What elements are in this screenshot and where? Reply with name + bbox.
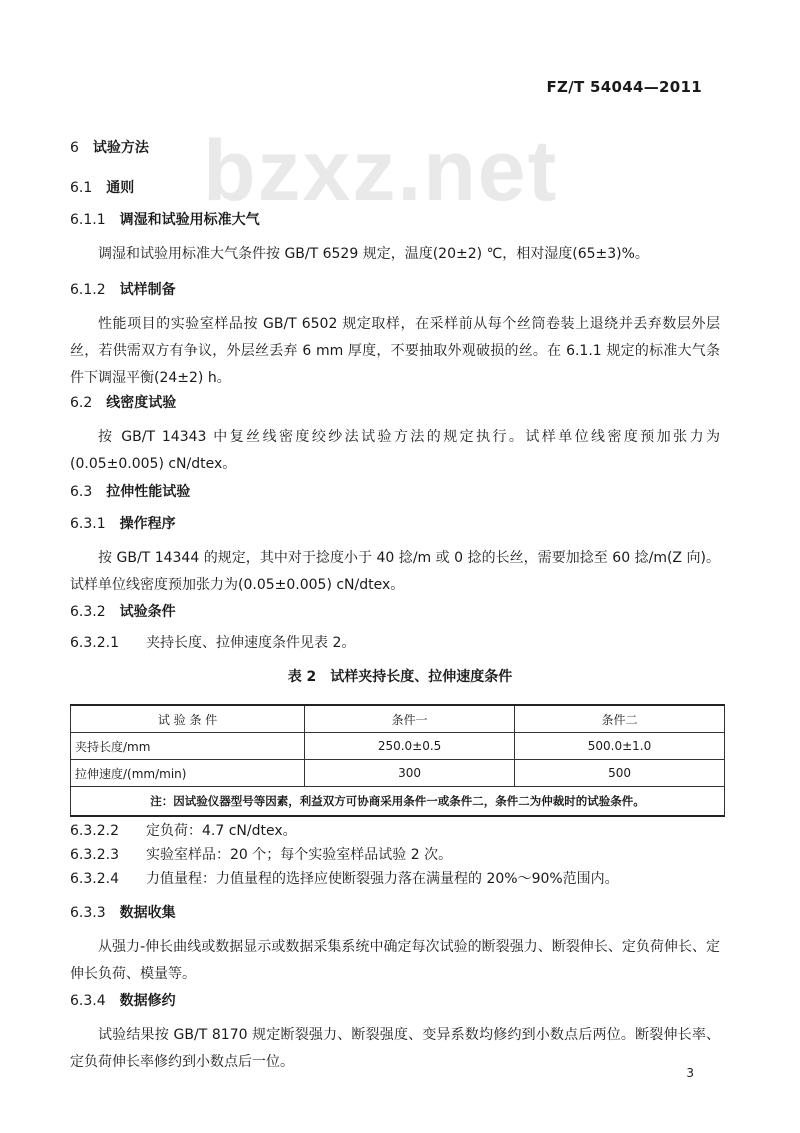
item-6-3-2-1 bbox=[70, 633, 355, 653]
conditions-table bbox=[70, 704, 725, 817]
section-number: 6.3.1 bbox=[70, 516, 106, 532]
table-header: 试 验 条 件 bbox=[71, 705, 305, 733]
table-cell: 500 bbox=[515, 760, 725, 787]
standard-code: FZ/T 54044—2011 bbox=[546, 78, 702, 96]
table-cell: 300 bbox=[305, 760, 515, 787]
paragraph-6-2: 按 GB/T 14343 中复丝线密度绞纱法试验方法的规定执行。试样单位线密度预加张力为(0.05±0.005) cN/dtex。 bbox=[70, 429, 720, 472]
table-cell: 夹持长度/mm bbox=[71, 733, 305, 760]
table-row bbox=[71, 733, 725, 760]
section-number: 6.3.3 bbox=[70, 905, 106, 921]
section-title: 数据修约 bbox=[119, 993, 176, 1009]
item-6-3-2-2 bbox=[70, 821, 297, 841]
section-number: 6.2 bbox=[70, 395, 93, 411]
heading-6-1-2 bbox=[70, 280, 176, 300]
section-number: 6.1 bbox=[70, 180, 93, 196]
table-cell: 500.0±1.0 bbox=[515, 733, 725, 760]
section-number: 6.3.4 bbox=[70, 993, 106, 1009]
heading-6-1 bbox=[70, 178, 134, 198]
section-number: 6 bbox=[70, 140, 79, 156]
section-title: 通则 bbox=[106, 180, 135, 196]
section-title: 试验条件 bbox=[119, 604, 176, 620]
item-number: 6.3.2.4 bbox=[70, 871, 119, 887]
item-text: 力值量程：力值量程的选择应使断裂强力落在满量程的 20%～90%范围内。 bbox=[146, 871, 619, 887]
table-cell: 250.0±0.5 bbox=[305, 733, 515, 760]
section-title: 调湿和试验用标准大气 bbox=[119, 212, 260, 228]
page-number: 3 bbox=[686, 1066, 694, 1080]
item-number: 6.3.2.2 bbox=[70, 823, 119, 839]
table-header: 条件二 bbox=[515, 705, 725, 733]
section-title: 操作程序 bbox=[119, 516, 176, 532]
item-number: 6.3.2.3 bbox=[70, 847, 119, 863]
heading-6 bbox=[70, 138, 149, 158]
item-6-3-2-3 bbox=[70, 845, 452, 865]
section-number: 6.3.2 bbox=[70, 604, 106, 620]
heading-6-3-1 bbox=[70, 514, 176, 534]
paragraph-6-3-3: 从强力-伸长曲线或数据显示或数据采集系统中确定每次试验的断裂强力、断裂伸长、定负荷伸长、定伸长负荷、模量等。 bbox=[70, 939, 720, 982]
item-number: 6.3.2.1 bbox=[70, 635, 119, 651]
section-title: 试样制备 bbox=[119, 282, 176, 298]
watermark: bzxz.net bbox=[203, 123, 559, 219]
table-row bbox=[71, 760, 725, 787]
table-caption: 表 2 试样夹持长度、拉伸速度条件 bbox=[287, 669, 513, 685]
item-text: 夹持长度、拉伸速度条件见表 2。 bbox=[146, 635, 356, 651]
heading-6-1-1 bbox=[70, 210, 260, 230]
heading-6-3-3 bbox=[70, 903, 176, 923]
paragraph-6-3-1: 按 GB/T 14344 的规定，其中对于捻度小于 40 捻/m 或 0 捻的长丝，需要加捻至 60 捻/m(Z 向)。试样单位线密度预加张力为(0.05±0.005) cN/dtex。 bbox=[70, 550, 720, 593]
section-title: 试验方法 bbox=[92, 140, 149, 156]
section-number: 6.3 bbox=[70, 484, 93, 500]
heading-6-3-4 bbox=[70, 991, 176, 1011]
section-number: 6.1.2 bbox=[70, 282, 106, 298]
paragraph-6-3-4: 试验结果按 GB/T 8170 规定断裂强力、断裂强度、变异系数均修约到小数点后两位。断裂伸长率、定负荷伸长率修约到小数点后一位。 bbox=[70, 1027, 720, 1070]
table-header: 条件一 bbox=[305, 705, 515, 733]
section-number: 6.1.1 bbox=[70, 212, 106, 228]
table-note-row bbox=[71, 787, 725, 817]
item-6-3-2-4 bbox=[70, 869, 619, 889]
table-header-row bbox=[71, 705, 725, 733]
item-text: 定负荷：4.7 cN/dtex。 bbox=[146, 823, 297, 839]
section-title: 拉伸性能试验 bbox=[106, 484, 191, 500]
heading-6-3-2 bbox=[70, 602, 176, 622]
table-note: 注：因试验仪器型号等因素，利益双方可协商采用条件一或条件二，条件二为仲裁时的试验条件。 bbox=[71, 787, 725, 817]
heading-6-3 bbox=[70, 482, 190, 502]
section-title: 数据收集 bbox=[119, 905, 176, 921]
section-title: 线密度试验 bbox=[106, 395, 177, 411]
paragraph-6-1-2: 性能项目的实验室样品按 GB/T 6502 规定取样，在采样前从每个丝筒卷装上退绕并丢弃数层外层丝，若供需双方有争议，外层丝丢弃 6 mm 厚度，不要抽取外观破损的丝。在 6.1.1 规定的标准大气条件下调湿平衡(24±2) h。 bbox=[70, 316, 720, 386]
paragraph-6-1-1: 调湿和试验用标准大气条件按 GB/T 6529 规定，温度(20±2) ℃，相对湿度(65±3)%。 bbox=[98, 246, 649, 262]
heading-6-2 bbox=[70, 393, 176, 413]
item-text: 实验室样品：20 个；每个实验室样品试验 2 次。 bbox=[146, 847, 453, 863]
table-cell: 拉伸速度/(mm/min) bbox=[71, 760, 305, 787]
